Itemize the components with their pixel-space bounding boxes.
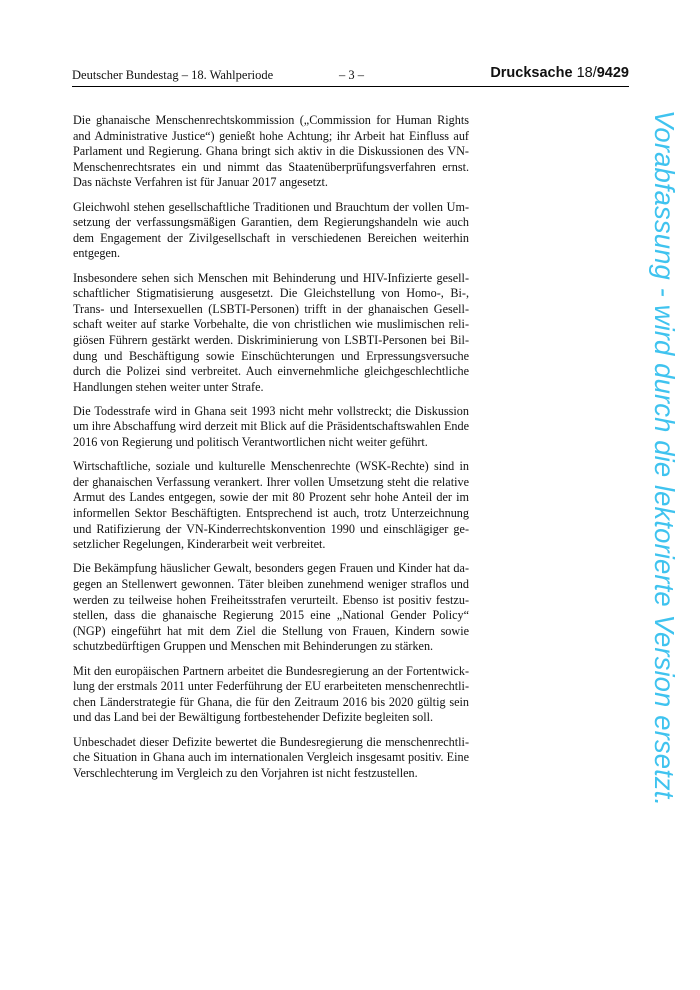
paragraph-traditions: Gleichwohl stehen gesellschaftliche Traditionen und Brauchtum der vollen Umsetzung der verfassungsmäßigen Garantien, dem Regierungshandeln wie auch dem Engagement der Zivilgesellschaft in verschiedenen Bereichen weiterhin entgegen. <box>73 199 469 261</box>
paragraph-stigmatization: Insbesondere sehen sich Menschen mit Behinderung und HIV-Infizierte gesellschaftlicher Stigmatisierung ausgesetzt. Die Gleichstellung von Homo-, Bi-, Trans- und Intersexuellen (LSBTI-Personen) trifft in der ghanaischen Gesellschaft weiter auf starke Vorbehalte, die von christlichen wie muslimischen religiösen Führern gestärkt werden. Diskriminierung von LSBTI-Personen bei Bildung und Beschäftigung sowie Einschüchterungen und Erpressungsversuche durch die Polizei sind verbreitet. Auch einvernehmliche gleichgeschlechtliche Handlungen stehen weiter unter Strafe. <box>73 270 469 394</box>
paragraph-death-penalty: Die Todesstrafe wird in Ghana seit 1993 nicht mehr vollstreckt; die Diskussion um ihre Abschaffung wird derzeit mit Blick auf die Präsidentschaftswahlen Ende 2016 von Regierung und politisch Verantwortlichen nicht weiter geführt. <box>73 403 469 450</box>
paragraph-domestic-violence: Die Bekämpfung häuslicher Gewalt, besonders gegen Frauen und Kinder hat dagegen an Stellenwert gewonnen. Täter bleiben zunehmend weniger straflos und werden zu teilweise hohen Freiheitsstrafen verurteilt. Ebenso ist positiv festzustellen, dass die ghanaische Regierung 2015 eine „National Gender Policy“ (NGP) eingeführt hat mit dem Ziel die Stellung von Frauen, Kindern sowie schutzbedürftigen Gruppen und Menschen mit Behinderungen zu stärken. <box>73 561 469 654</box>
paragraph-assessment: Unbeschadet dieser Defizite bewertet die Bundesregierung die menschenrechtliche Situation in Ghana auch im internationalen Vergleich insgesamt positiv. Eine Verschlechterung im Vergleich zu den Vorjahren ist nicht festzustellen. <box>73 734 469 780</box>
paragraph-eu-strategy: Mit den europäischen Partnern arbeitet die Bundesregierung an der Fortentwicklung der erstmals 2011 unter Federführung der EU erarbeiteten menschenrechtlichen Länderstrategie für Ghana, die für den Zeitraum 2016 bis 2020 gültig sein und das Land bei der Bewältigung fortbestehender Defizite begleiten soll. <box>73 663 469 725</box>
paragraph-wsk-rights: Wirtschaftliche, soziale und kulturelle Menschenrechte (WSK-Rechte) sind in der ghanaischen Verfassung verankert. Ihrer vollen Umsetzung steht die relative Armut des Landes entgegen, sowie der mit 80 Prozent sehr hohe Anteil der im informellen Sektor Beschäftigten. Entsprechend ist auch, trotz Unterzeichnung und Ratifizierung der VN-Kinderrechtskonvention 1990 und einschlägiger gesetzlicher Regelungen, Kinderarbeit weit verbreitet. <box>73 459 469 552</box>
header-publication: Deutscher Bundestag – 18. Wahlperiode <box>72 68 274 82</box>
document-number <box>490 65 629 81</box>
paragraph-commission: Die ghanaische Menschenrechtskommission („Commission for Human Rights and Administrative Justice“) genießt hohe Achtung; ihr Arbeit hat Einfluss auf Parlament und Regierung. Ghana bringt sich aktiv in die Diskussionen des VN-Menschenrechtsrates ein und nimmt das Staatenüberprüfungsverfahren ernst. Das nächste Verfahren ist für Januar 2017 angesetzt. <box>73 113 469 190</box>
document-label: Drucksache <box>490 65 573 81</box>
document-number-prefix: 18/ <box>576 65 597 81</box>
draft-watermark: Vorabfassung - wird durch die lektorierte Version ersetzt. <box>649 110 680 807</box>
document-number-main: 9429 <box>596 65 629 81</box>
page-number: – 3 – <box>339 68 364 82</box>
body-text <box>73 113 469 790</box>
page-header <box>72 66 629 87</box>
